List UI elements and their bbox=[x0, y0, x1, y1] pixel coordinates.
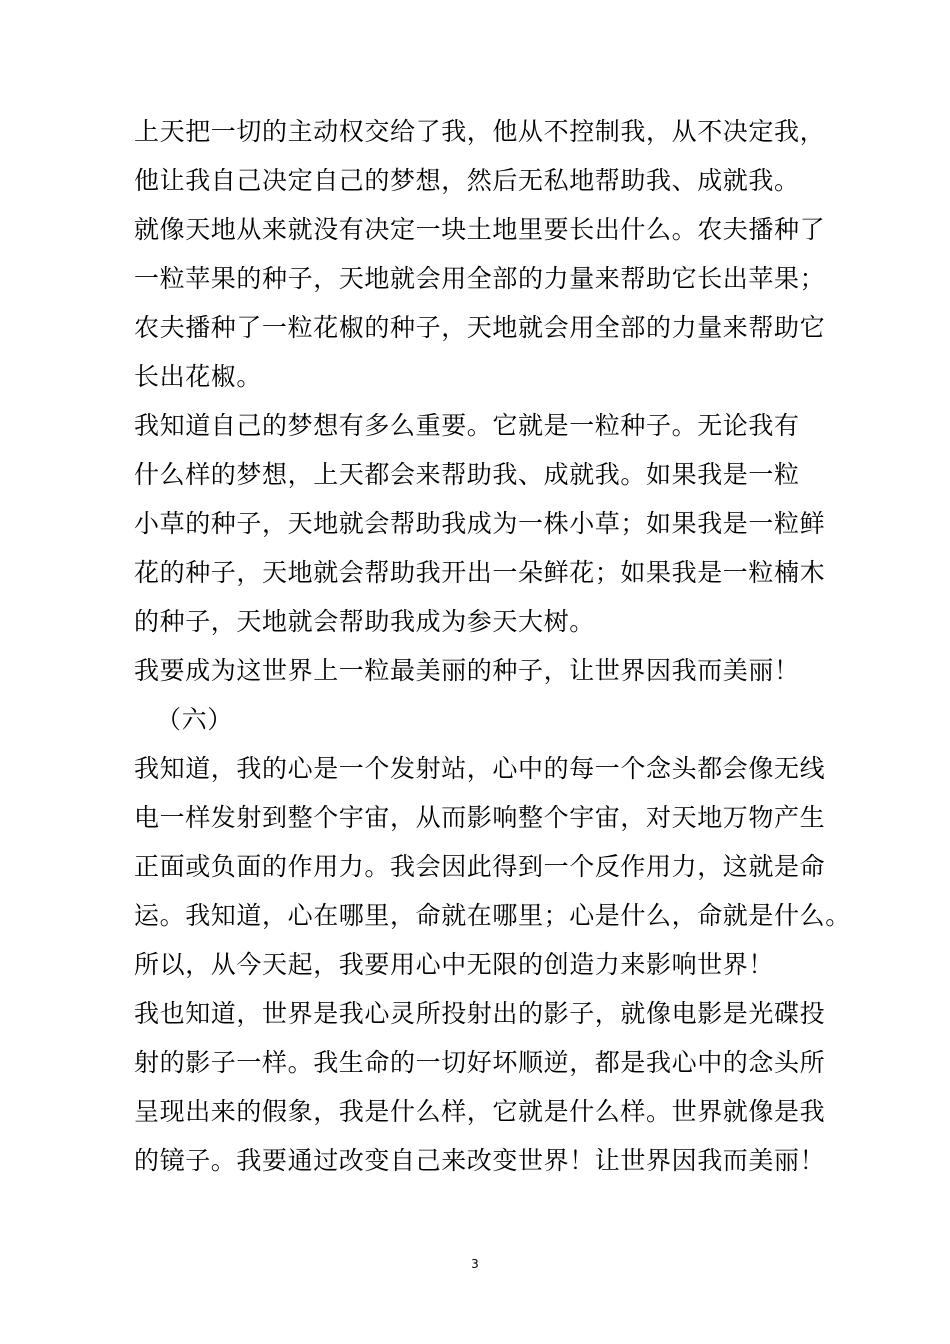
page-number: 3 bbox=[471, 1257, 479, 1271]
text-line: 射的影子一样。我生命的一切好坏顺逆，都是我心中的念头所 bbox=[134, 1048, 826, 1077]
text-line: 我知道自己的梦想有多么重要。它就是一粒种子。无论我有 bbox=[134, 411, 800, 440]
text-line: 我要成为这世界上一粒最美丽的种子，让世界因我而美丽！ bbox=[134, 656, 800, 685]
body-text bbox=[134, 107, 854, 1185]
text-line: 运。我知道，心在哪里，命就在哪里；心是什么，命就是什么。 bbox=[134, 901, 851, 930]
text-line: 花的种子，天地就会帮助我开出一朵鲜花；如果我是一粒楠木 bbox=[134, 558, 826, 587]
text-line: 我知道，我的心是一个发射站，心中的每一个念头都会像无线 bbox=[134, 754, 826, 783]
text-line: 我也知道，世界是我心灵所投射出的影子，就像电影是光碟投 bbox=[134, 999, 826, 1028]
text-line: 呈现出来的假象，我是什么样，它就是什么样。世界就像是我 bbox=[134, 1097, 826, 1126]
text-line: 什么样的梦想，上天都会来帮助我、成就我。如果我是一粒 bbox=[134, 460, 800, 489]
section-heading: （六） bbox=[156, 705, 233, 734]
text-line: 的种子，天地就会帮助我成为参天大树。 bbox=[134, 607, 595, 636]
text-line: 农夫播种了一粒花椒的种子，天地就会用全部的力量来帮助它 bbox=[134, 313, 826, 342]
text-line: 正面或负面的作用力。我会因此得到一个反作用力，这就是命 bbox=[134, 852, 826, 881]
text-line: 的镜子。我要通过改变自己来改变世界！让世界因我而美丽！ bbox=[134, 1146, 826, 1175]
text-line: 长出花椒。 bbox=[134, 362, 263, 391]
text-line: 所以，从今天起，我要用心中无限的创造力来影响世界！ bbox=[134, 950, 775, 979]
text-line: 一粒苹果的种子，天地就会用全部的力量来帮助它长出苹果； bbox=[134, 264, 826, 293]
text-line: 就像天地从来就没有决定一块土地里要长出什么。农夫播种了 bbox=[134, 215, 826, 244]
text-line: 电一样发射到整个宇宙，从而影响整个宇宙，对天地万物产生 bbox=[134, 803, 826, 832]
text-line: 他让我自己决定自己的梦想，然后无私地帮助我、成就我。 bbox=[134, 166, 800, 195]
text-line: 小草的种子，天地就会帮助我成为一株小草；如果我是一粒鲜 bbox=[134, 509, 826, 538]
text-line: 上天把一切的主动权交给了我，他从不控制我，从不决定我， bbox=[134, 117, 826, 146]
